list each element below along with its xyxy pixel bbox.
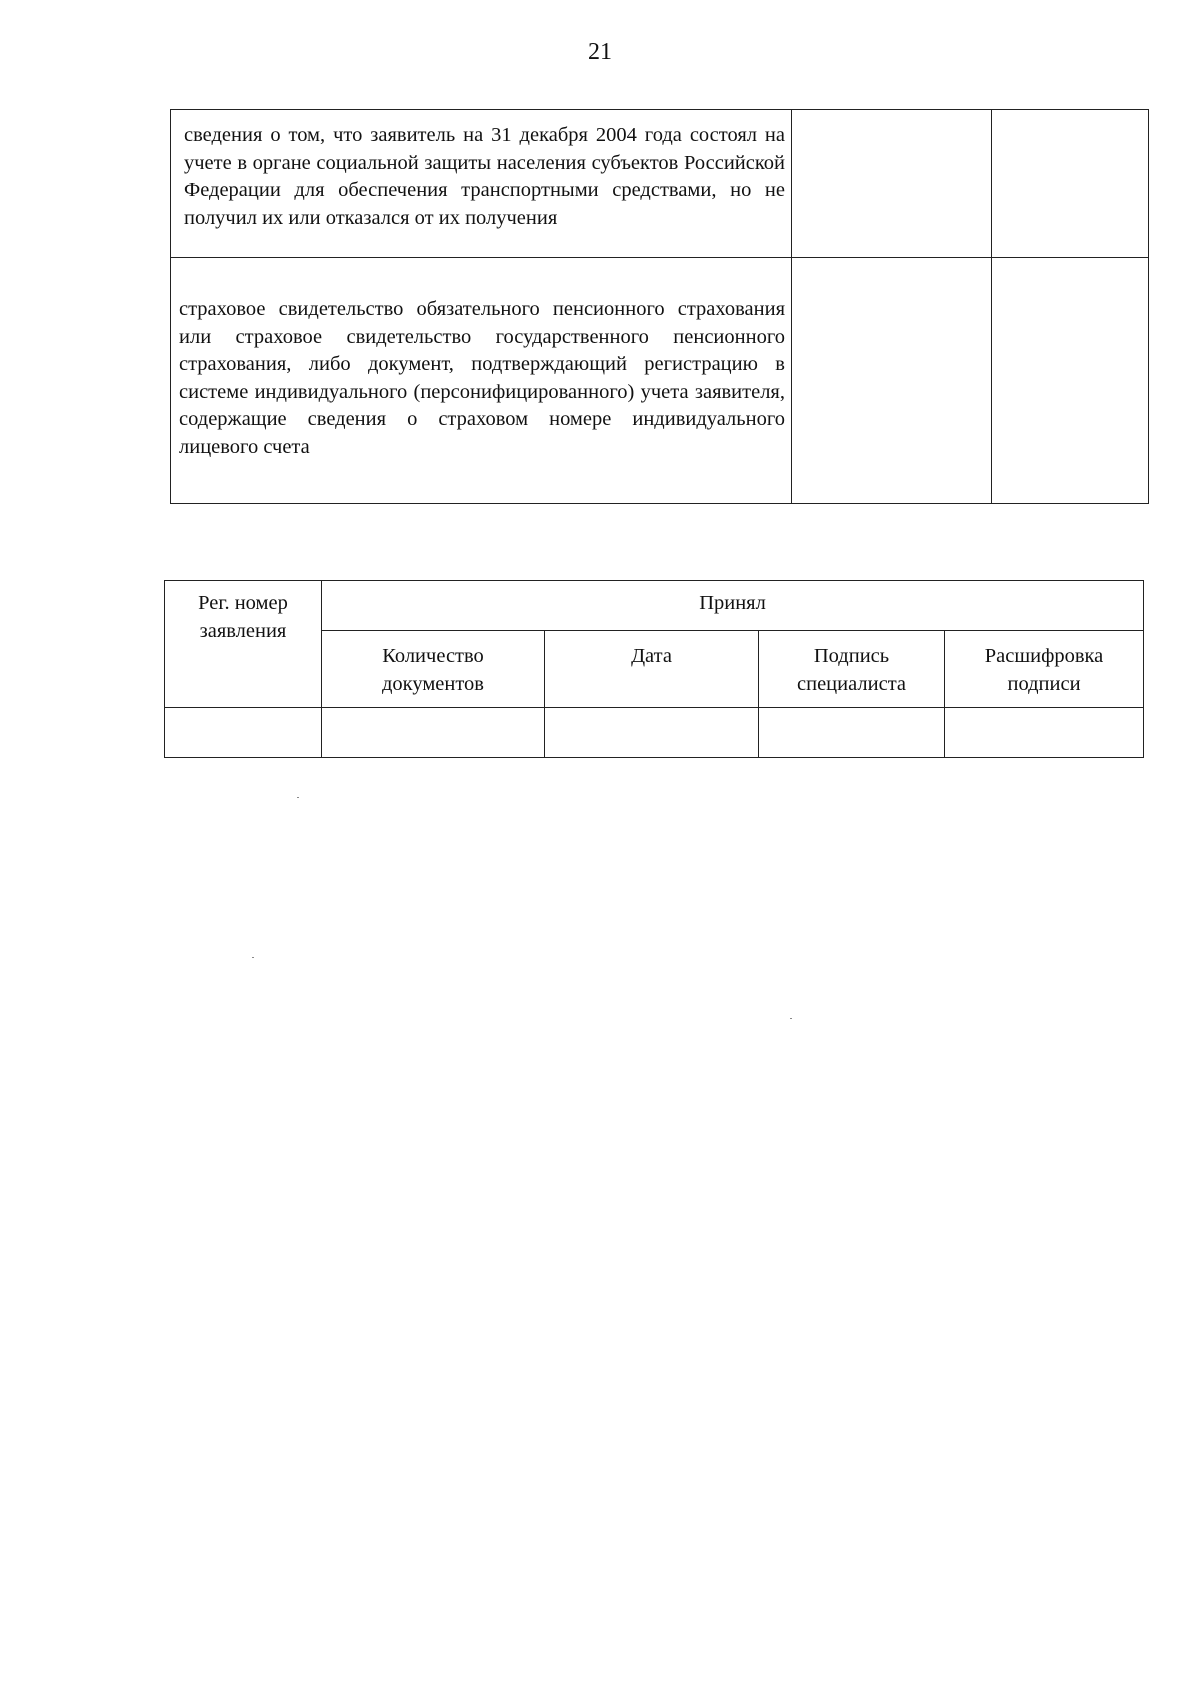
- table-row: [171, 258, 1149, 504]
- mark-cell[interactable]: [792, 258, 992, 504]
- reg-number-cell[interactable]: [165, 708, 322, 758]
- acceptance-table: [164, 580, 1144, 758]
- mark-cell[interactable]: [992, 110, 1149, 258]
- scan-speck: [252, 957, 254, 958]
- table-row: [165, 708, 1144, 758]
- column-header-documents-count: Количество документов: [322, 631, 545, 708]
- column-header-signature: Подпись специалиста: [759, 631, 945, 708]
- scan-speck: [297, 797, 299, 798]
- signature-decoding-cell[interactable]: [945, 708, 1144, 758]
- document-description-cell: [171, 110, 792, 258]
- reg-number-header: Рег. номер заявления: [165, 581, 322, 708]
- page-number: 21: [588, 39, 612, 65]
- document-description: сведения о том, что заявитель на 31 декабря 2004 года состоял на учете в органе социальной защиты населения субъектов Российской Федерации для обеспечения транспортными средствами, но не получил их или отказался от их получения: [184, 124, 785, 229]
- document-description-cell: [171, 258, 792, 504]
- mark-cell[interactable]: [792, 110, 992, 258]
- signature-cell[interactable]: [759, 708, 945, 758]
- column-header-signature-decoding: Расшифровка подписи: [945, 631, 1144, 708]
- date-cell[interactable]: [545, 708, 759, 758]
- scan-speck: [790, 1018, 792, 1019]
- documents-count-cell[interactable]: [322, 708, 545, 758]
- table-header-row: [165, 581, 1144, 631]
- mark-cell[interactable]: [992, 258, 1149, 504]
- accepted-header: Принял: [322, 581, 1144, 631]
- document-description: страховое свидетельство обязательного пенсионного страхования или страховое свидетельство государственного пенсионного страхования, либо документ, подтверждающий регистрацию в системе индивидуального (персонифицированного) учета заявителя, содержащие сведения о страховом номере индивидуального лицевого счета: [179, 298, 785, 458]
- table-row: [171, 110, 1149, 258]
- column-header-date: Дата: [545, 631, 759, 708]
- documents-table: [170, 109, 1149, 504]
